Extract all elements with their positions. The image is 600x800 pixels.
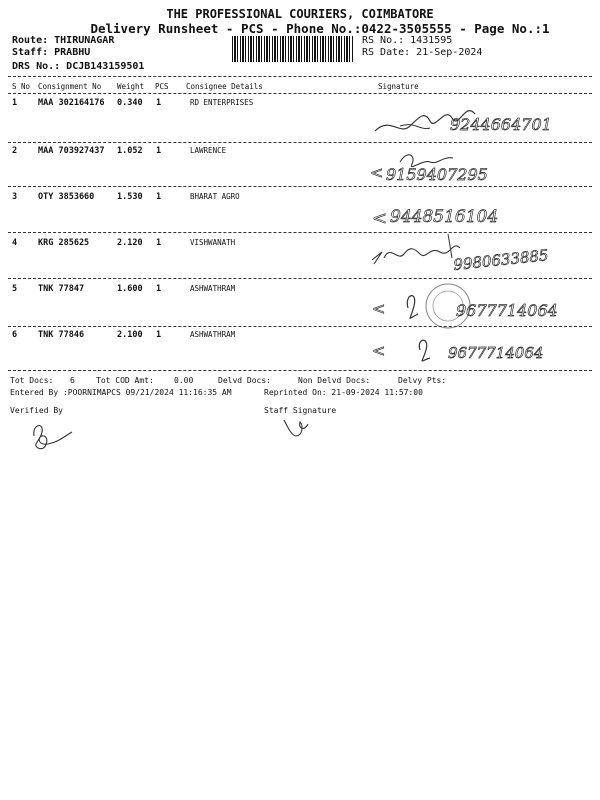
row-consignee: VISHWANATH <box>190 238 236 247</box>
row-consignee: ASHWATHRAM <box>190 284 236 293</box>
reprinted-on: Reprinted On: 21-09-2024 11:57:00 <box>264 388 423 397</box>
row-weight: 2.120 <box>117 238 143 248</box>
handwritten-signature <box>368 232 588 280</box>
row-consignment: TNK 77847 <box>38 284 85 294</box>
handwritten-phone: 9677714064 <box>456 301 558 320</box>
rs-date: RS Date: 21-Sep-2024 <box>362 47 483 58</box>
row-consignment: KRG 285625 <box>38 238 90 248</box>
staff: Staff: PRABHU <box>12 47 91 58</box>
handwritten-signature <box>368 144 588 189</box>
handwritten-signature <box>370 96 590 141</box>
row-consignee: LAWRENCE <box>190 146 227 155</box>
route: Route: THIRUNAGAR <box>12 35 115 46</box>
divider <box>8 142 592 143</box>
verifier-signature <box>28 418 88 454</box>
rs-number: RS No.: 1431595 <box>362 35 453 46</box>
entered-by: Entered By :POORNIMAPCS 09/21/2024 11:16:35 AM <box>10 388 232 397</box>
tot-cod-label: Tot COD Amt: <box>96 376 154 385</box>
row-sno: 2 <box>12 146 18 156</box>
company-name: THE PROFESSIONAL COURIERS, COIMBATORE <box>166 7 434 21</box>
column-header-weight: Weight <box>117 82 145 91</box>
row-sno: 5 <box>12 284 18 294</box>
svg-text:<: < <box>372 299 386 318</box>
handwritten-signature <box>368 196 588 236</box>
handwritten-phone: 9980633885 <box>452 246 550 274</box>
row-sno: 4 <box>12 238 18 248</box>
row-sno: 1 <box>12 98 18 108</box>
delvy-pts-label: Delvy Pts: <box>398 376 447 385</box>
row-weight: 2.100 <box>117 330 143 340</box>
drs-number: DRS No.: DCJB143159501 <box>12 61 145 72</box>
handwritten-phone: 9448516104 <box>390 207 499 227</box>
tot-docs-label: Tot Docs: <box>10 376 54 385</box>
non-delvd-docs-label: Non Delvd Docs: <box>298 376 371 385</box>
staff-signature <box>282 414 322 442</box>
row-weight: 1.530 <box>117 192 143 202</box>
row-pcs: 1 <box>156 284 162 294</box>
verified-by-label: Verified By <box>10 406 63 415</box>
handwritten-signature <box>368 280 588 330</box>
row-pcs: 1 <box>156 98 162 108</box>
row-sno: 3 <box>12 192 18 202</box>
handwritten-phone: 9677714064 <box>448 344 544 362</box>
handwritten-signature <box>368 328 588 373</box>
row-sno: 6 <box>12 330 18 340</box>
handwritten-phone: 9244664701 <box>450 115 552 134</box>
divider <box>8 278 592 279</box>
handwritten-phone: 9159407295 <box>386 165 488 184</box>
svg-text:<: < <box>370 163 384 182</box>
column-header-signature: Signature <box>378 82 419 91</box>
barcode <box>232 36 354 62</box>
row-weight: 1.600 <box>117 284 143 294</box>
divider <box>8 326 592 327</box>
row-consignee: BHARAT AGRO <box>190 192 240 201</box>
column-header-sno: S No <box>12 82 31 91</box>
divider <box>8 93 592 94</box>
delvd-docs-label: Delvd Docs: <box>218 376 271 385</box>
column-header-consignment: Consignment No <box>38 82 102 91</box>
divider <box>8 186 592 187</box>
row-consignment: MAA 302164176 <box>38 98 105 108</box>
row-pcs: 1 <box>156 192 162 202</box>
column-header-consignee: Consignee Details <box>186 82 263 91</box>
row-consignee: ASHWATHRAM <box>190 330 236 339</box>
staff-signature-label: Staff Signature <box>264 406 337 415</box>
row-consignee: RD ENTERPRISES <box>190 98 254 107</box>
row-consignment: MAA 703927437 <box>38 146 105 156</box>
row-consignment: OTY 3853660 <box>38 192 95 202</box>
svg-text:<: < <box>372 341 386 360</box>
row-consignment: TNK 77846 <box>38 330 85 340</box>
svg-text:<: < <box>372 208 388 229</box>
row-weight: 1.052 <box>117 146 143 156</box>
document-title: Delivery Runsheet - PCS - Phone No.:0422-3505555 - Page No.:1 <box>90 21 550 36</box>
divider <box>8 76 592 77</box>
tot-cod-value: 0.00 <box>174 376 194 385</box>
row-pcs: 1 <box>156 330 162 340</box>
row-weight: 0.340 <box>117 98 143 108</box>
tot-docs-value: 6 <box>70 376 75 385</box>
column-header-pcs: PCS <box>155 82 169 91</box>
row-pcs: 1 <box>156 146 162 156</box>
divider <box>8 370 592 371</box>
row-pcs: 1 <box>156 238 162 248</box>
